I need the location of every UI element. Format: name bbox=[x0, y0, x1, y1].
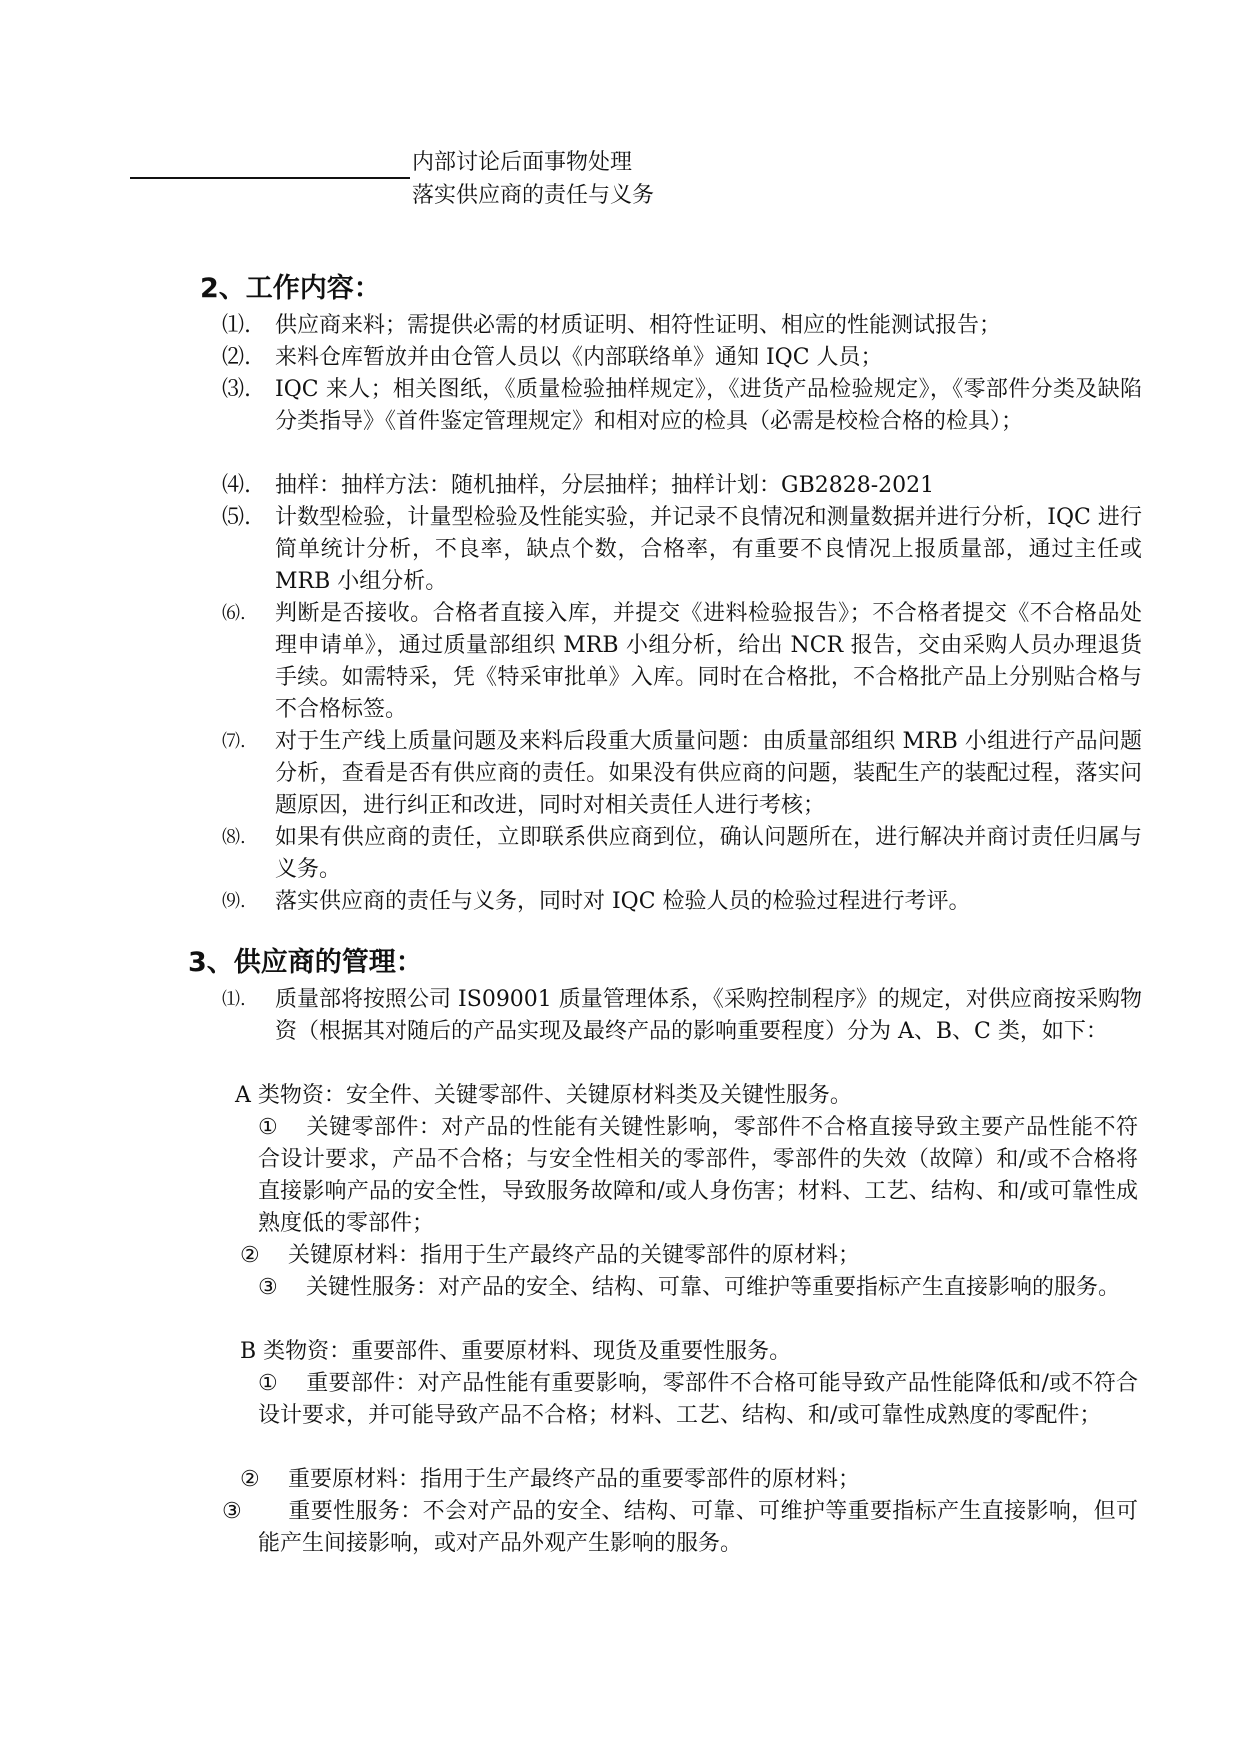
sub-text: 重要性服务：不会对产品的安全、结构、可靠、可维护等重要指标产生直接影响，但可能产生间接影响，或对产品外观产生影响的服务。 bbox=[258, 1499, 1138, 1556]
item-number: ⑷. bbox=[222, 473, 251, 498]
item-text: 落实供应商的责任与义务，同时对 IQC 检验人员的检验过程进行考评。 bbox=[275, 889, 971, 914]
item-number: ⑹. bbox=[222, 603, 246, 624]
sub-text: 关键原材料：指用于生产最终产品的关键零部件的原材料； bbox=[288, 1243, 861, 1268]
work-item-8 bbox=[222, 822, 1142, 886]
sub-marker: ② bbox=[240, 1243, 260, 1268]
sub-marker: ② bbox=[240, 1467, 260, 1492]
item-text: 如果有供应商的责任，立即联系供应商到位，确认问题所在，进行解决并商讨责任归属与义务。 bbox=[275, 825, 1142, 882]
item-text: 质量部将按照公司 IS09001 质量管理体系，《采购控制程序》的规定，对供应商按采购物资（根据其对随后的产品实现及最终产品的影响重要程度）分为 A、B、C 类，如下： bbox=[275, 987, 1142, 1044]
item-text: 对于生产线上质量问题及来料后段重大质量问题：由质量部组织 MRB 小组进行产品问题分析，查看是否有供应商的责任。如果没有供应商的问题，装配生产的装配过程，落实问题原因，进行纠正和改进，同时对相关责任人进行考核； bbox=[275, 729, 1142, 818]
work-item-5 bbox=[222, 502, 1142, 598]
item-text: IQC 来人；相关图纸，《质量检验抽样规定》，《进货产品检验规定》，《零部件分类及缺陷分类指导》《首件鉴定管理规定》和相对应的检具（必需是校检合格的检具）； bbox=[275, 377, 1142, 434]
work-item-3 bbox=[222, 374, 1142, 438]
class-a-sub-3 bbox=[258, 1272, 1138, 1304]
class-b-sub-3 bbox=[222, 1496, 1138, 1560]
item-number: ⑴. bbox=[222, 313, 251, 338]
sub-marker: ③ bbox=[222, 1499, 242, 1524]
sub-marker: ① bbox=[258, 1371, 278, 1396]
work-item-4 bbox=[222, 470, 1142, 502]
supplier-item-1 bbox=[222, 984, 1142, 1048]
class-a-title: A 类物资：安全件、关键零部件、关键原材料类及关键性服务。 bbox=[235, 1083, 852, 1108]
work-item-7 bbox=[222, 726, 1142, 822]
sub-text: 重要部件：对产品性能有重要影响，零部件不合格可能导致产品性能降低和/或不符合设计要求，并可能导致产品不合格；材料、工艺、结构、和/或可靠性成熟度的零配件； bbox=[258, 1371, 1138, 1428]
section-2-title: 2、工作内容： bbox=[200, 273, 381, 304]
item-text: 来料仓库暂放并由仓管人员以《内部联络单》通知 IQC 人员； bbox=[275, 345, 883, 370]
header-line-1: 内部讨论后面事物处理 bbox=[412, 150, 633, 175]
item-number: ⑸. bbox=[222, 505, 251, 530]
sub-text: 关键性服务：对产品的安全、结构、可靠、可维护等重要指标产生直接影响的服务。 bbox=[306, 1275, 1121, 1300]
header-line-2: 落实供应商的责任与义务 bbox=[412, 183, 655, 208]
item-number: ⑶. bbox=[222, 377, 251, 402]
item-number: ⑺. bbox=[222, 731, 246, 752]
work-item-2 bbox=[222, 342, 1142, 374]
item-text: 抽样：抽样方法：随机抽样，分层抽样；抽样计划：GB2828-2021 bbox=[275, 473, 935, 498]
item-number: ⑴. bbox=[222, 989, 246, 1010]
class-b-sub-1 bbox=[258, 1368, 1138, 1432]
item-number: ⑼. bbox=[222, 891, 246, 912]
header-rule bbox=[130, 177, 410, 179]
work-item-6 bbox=[222, 598, 1142, 726]
item-text: 供应商来料；需提供必需的材质证明、相符性证明、相应的性能测试报告； bbox=[275, 313, 1002, 338]
class-a-sub-1 bbox=[258, 1112, 1138, 1240]
section-3-title: 3、供应商的管理： bbox=[188, 947, 423, 978]
work-item-9 bbox=[222, 886, 1142, 918]
sub-marker: ① bbox=[258, 1115, 278, 1140]
sub-marker: ③ bbox=[258, 1275, 278, 1300]
item-text: 计数型检验，计量型检验及性能实验，并记录不良情况和测量数据并进行分析，IQC 进行简单统计分析，不良率，缺点个数，合格率，有重要不良情况上报质量部，通过主任或 MRB 小组分析。 bbox=[275, 505, 1142, 594]
class-b-title: B 类物资：重要部件、重要原材料、现货及重要性服务。 bbox=[240, 1339, 792, 1364]
class-a-sub-2 bbox=[240, 1240, 860, 1272]
item-number: ⑻. bbox=[222, 827, 246, 848]
item-text: 判断是否接收。合格者直接入库，并提交《进料检验报告》；不合格者提交《不合格品处理申请单》，通过质量部组织 MRB 小组分析，给出 NCR 报告，交由采购人员办理退货手续。如需特采，凭《特采审批单》入库。同时在合格批，不合格批产品上分别贴合格与不合格标签。 bbox=[275, 601, 1142, 722]
work-item-1 bbox=[222, 310, 1142, 342]
sub-text: 关键零部件：对产品的性能有关键性影响，零部件不合格直接导致主要产品性能不符合设计要求，产品不合格；与安全性相关的零部件，零部件的失效（故障）和/或不合格将直接影响产品的安全性，导致服务故障和/或人身伤害；材料、工艺、结构、和/或可靠性成熟度低的零部件； bbox=[258, 1115, 1138, 1236]
sub-text: 重要原材料：指用于生产最终产品的重要零部件的原材料； bbox=[288, 1467, 861, 1492]
class-b-sub-2 bbox=[240, 1464, 860, 1496]
item-number: ⑵. bbox=[222, 345, 251, 370]
